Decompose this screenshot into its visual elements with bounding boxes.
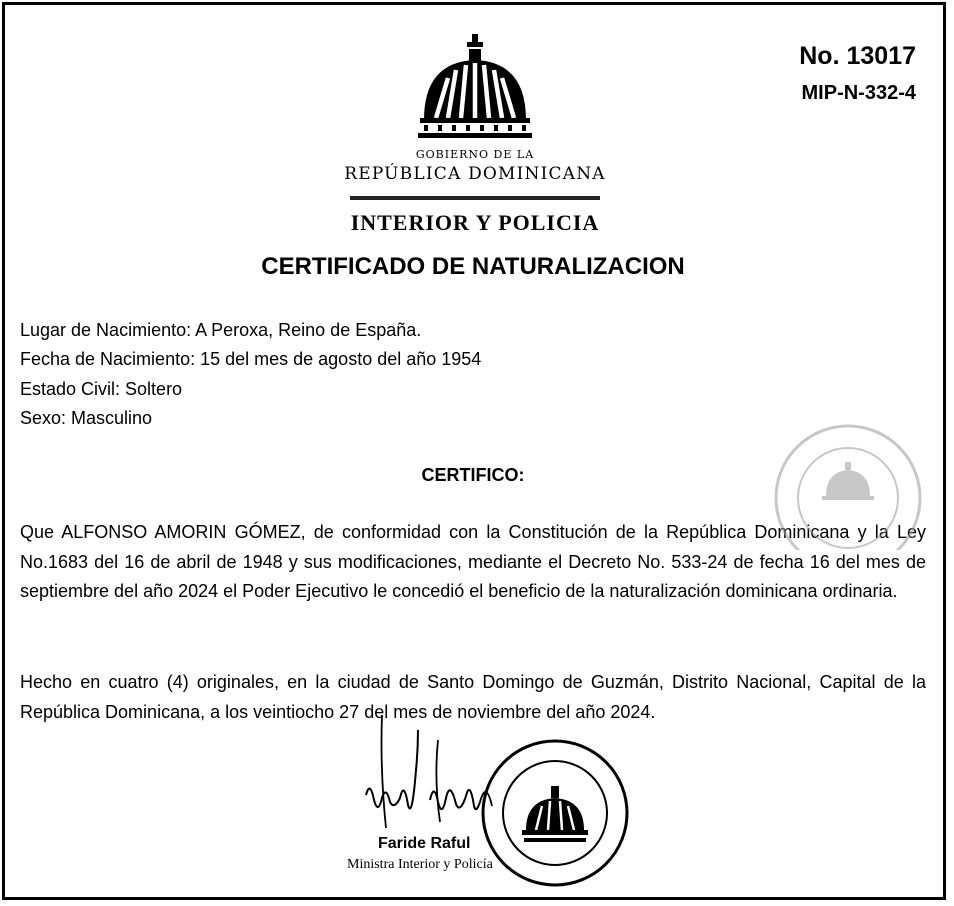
dome-emblem-icon <box>414 30 536 142</box>
certification-paragraph: Que ALFONSO AMORIN GÓMEZ, de conformidad con la Constitución de la República Dominicana y la Ley No.1683 del 16 de abril de 1948 y sus modificaciones, mediante el Decreto No. 533-24 de fecha 16 del mes de septiembre del año 2024 el Poder Ejecutivo le concedió el beneficio de la naturalización dominicana ordinaria. <box>20 522 926 601</box>
certifico-heading: CERTIFICO: <box>421 465 525 485</box>
government-logo <box>330 30 620 245</box>
government-line-1: GOBIERNO DE LA <box>415 148 535 161</box>
certificate-code: MIP-N-332-4 <box>801 82 916 104</box>
civil-status-line: Estado Civil: Soltero <box>20 379 183 399</box>
ministry-name: INTERIOR Y POLICIA <box>350 210 600 235</box>
issuance-paragraph: Hecho en cuatro (4) originales, en la ciudad de Santo Domingo de Guzmán, Distrito Nacional, Capital de la República Dominicana, a los veintiocho 27 del mes de noviembre del año 2024. <box>20 672 926 722</box>
ministry-seal <box>480 738 630 888</box>
birthplace-line: Lugar de Nacimiento: A Peroxa, Reino de España. <box>20 320 422 340</box>
government-line-2: REPÚBLICA DOMINICANA <box>344 164 606 184</box>
certificate-number: No. 13017 <box>799 42 916 70</box>
document-title: CERTIFICADO DE NATURALIZACION <box>261 253 685 280</box>
signatory-name: Faride Raful <box>378 835 471 852</box>
sex-line: Sexo: Masculino <box>20 408 153 428</box>
logo-divider <box>350 196 600 200</box>
birthdate-line: Fecha de Nacimiento: 15 del mes de agosto del año 1954 <box>20 349 482 369</box>
naturalization-stamp <box>768 420 928 550</box>
signatory-role: Ministra Interior y Policía <box>347 857 493 872</box>
